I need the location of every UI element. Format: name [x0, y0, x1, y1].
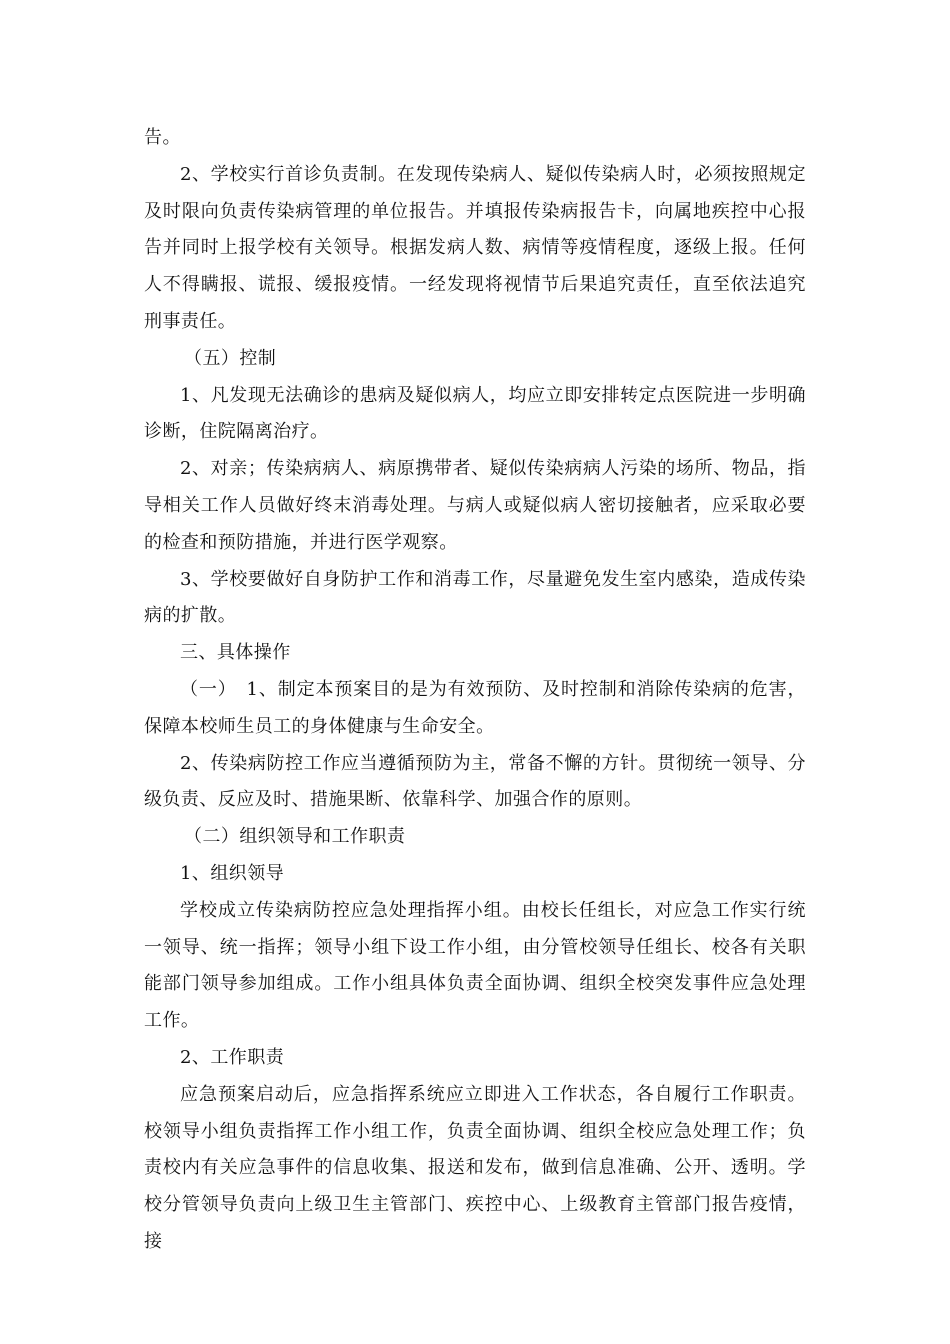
subheading-leadership: 1、组织领导 [180, 862, 285, 884]
section-heading-operations: 三、具体操作 [180, 642, 291, 664]
paragraph-control-3: 3、学校要做好自身防护工作和消毒工作，尽量避免发生室内感染，造成传染病的扩散。 [144, 568, 806, 627]
paragraph-continuation: 告。 [144, 127, 181, 148]
paragraph-first-diagnosis: 2、学校实行首诊负责制。在发现传染病人、疑似传染病人时，必须按照规定及时限向负责传染病管理的单位报告。并填报传染病报告卡，向属地疾控中心报告并同时上报学校有关领导。根据发病人数、病情等疫情程度，逐级上报。任何人不得瞒报、谎报、缓报疫情。一经发现将视情节后果追究责任，直至依法追究刑事责任。 [144, 163, 806, 332]
paragraph-leadership: 学校成立传染病防控应急处理指挥小组。由校长任组长，对应急工作实行统一领导、统一指挥；领导小组下设工作小组，由分管校领导任组长、校各有关职能部门领导参加组成。工作小组具体负责全面协调、组织全校突发事件应急处理工作。 [144, 899, 806, 1032]
paragraph-control-1: 1、凡发现无法确诊的患病及疑似病人，均应立即安排转定点医院进一步明确诊断，住院隔离治疗。 [144, 384, 806, 443]
paragraph-duties: 应急预案启动后，应急指挥系统应立即进入工作状态，各自履行工作职责。校领导小组负责指挥工作小组工作，负责全面协调、组织全校应急处理工作；负责校内有关应急事件的信息收集、报送和发布，做到信息准确、公开、透明。学校分管领导负责向上级卫生主管部门、疾控中心、上级教育主管部门报告疫情，接 [144, 1083, 806, 1252]
paragraph-principles: 2、传染病防控工作应当遵循预防为主，常备不懈的方针。贯彻统一领导、分级负责、反应及时、措施果断、依靠科学、加强合作的原则。 [144, 752, 806, 811]
section-heading-control: （五）控制 [184, 347, 277, 369]
paragraph-purpose: （一） 1、制定本预案目的是为有效预防、及时控制和消除传染病的危害，保障本校师生员工的身体健康与生命安全。 [144, 678, 806, 737]
subheading-duties: 2、工作职责 [180, 1046, 285, 1068]
paragraph-control-2: 2、对亲；传染病病人、病原携带者、疑似传染病病人污染的场所、物品，指导相关工作人员做好终末消毒处理。与病人或疑似病人密切接触者，应采取必要的检查和预防措施，并进行医学观察。 [144, 458, 806, 553]
document-page [144, 120, 806, 1261]
section-heading-organization: （二）组织领导和工作职责 [184, 826, 406, 848]
